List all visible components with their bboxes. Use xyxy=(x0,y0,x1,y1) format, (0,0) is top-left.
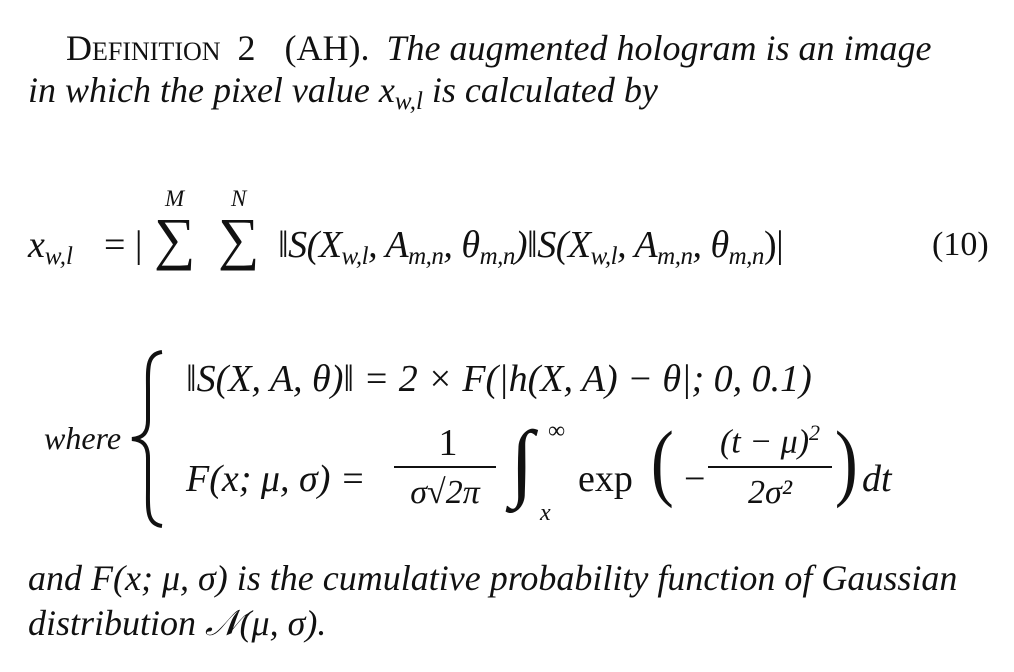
definition-text-line1: The augmented hologram is an image xyxy=(386,28,932,68)
closing-distribution-word: distribution xyxy=(28,603,197,643)
sum2-symbol: ∑ xyxy=(218,206,260,271)
eq10-end: )| xyxy=(763,224,784,266)
pixel-var xyxy=(378,70,423,115)
frac1-den: σ√2π xyxy=(410,474,480,511)
frac2-num-sup: 2 xyxy=(809,420,821,445)
eq10-mid3: )‖S(X xyxy=(514,224,591,266)
sum2-upper-limit: N xyxy=(231,186,247,211)
minus-sign: − xyxy=(684,458,706,500)
sum1-upper-limit: M xyxy=(165,186,185,211)
frac1-num: 1 xyxy=(438,422,458,464)
integral-symbol: ∫ xyxy=(510,413,534,509)
eq10-sub3: m,n xyxy=(479,243,515,270)
eq10-sub2: m,n xyxy=(408,243,444,270)
pixel-var-x: x xyxy=(378,70,395,110)
frac2-num xyxy=(706,422,834,459)
eq10-lhs-sub: w,l xyxy=(44,243,73,270)
eq10-mid5: , θ xyxy=(692,224,729,266)
definition-text-line2-pre: in which the pixel value xyxy=(28,70,370,110)
left-brace xyxy=(128,350,168,528)
closing-and: and xyxy=(28,558,82,598)
eq10-number: (10) xyxy=(932,226,989,263)
exp-function: exp xyxy=(578,458,633,500)
frac2-num-text: (t − μ) xyxy=(719,423,810,461)
pixel-var-sub: w,l xyxy=(394,88,423,115)
sum1-symbol: ∑ xyxy=(154,206,196,271)
eq10-lhs xyxy=(28,226,73,269)
where-label: where xyxy=(44,420,122,456)
eq10-sub4: w,l xyxy=(590,243,618,270)
definition-tag: (AH). xyxy=(284,28,370,68)
definition-line2 xyxy=(28,72,658,114)
eq10-mid2: , θ xyxy=(443,224,480,266)
eq10-equals: = | xyxy=(104,224,143,266)
eq10-sub1: w,l xyxy=(341,243,369,270)
closing-dist: 𝒩(μ, σ). xyxy=(205,603,327,643)
where-line2-lhs: F(x; μ, σ) = xyxy=(186,458,366,500)
brace-icon xyxy=(128,350,168,528)
closing-func: F(x; μ, σ) xyxy=(91,558,228,598)
definition-heading xyxy=(66,30,931,66)
definition-number: 2 xyxy=(237,28,256,68)
integral-upper: ∞ xyxy=(548,418,566,444)
eq10-mid1: , A xyxy=(368,224,409,266)
definition-label xyxy=(66,28,221,68)
eq10-mid4: , A xyxy=(617,224,658,266)
closing-line1-text: is the cumulative probability function of Gaussian xyxy=(236,558,958,598)
eq10-lhs-x: x xyxy=(28,224,45,266)
label-first-letter: D xyxy=(66,28,92,68)
integral-lower: x xyxy=(540,500,551,526)
closing-line2 xyxy=(28,605,326,641)
paren-open: ( xyxy=(650,413,674,509)
eq10-body-start: ‖S(X xyxy=(278,224,342,266)
frac2-rule xyxy=(708,466,832,468)
frac2-den: 2σ² xyxy=(748,474,792,511)
paren-close: ) xyxy=(834,413,858,509)
eq10-body xyxy=(278,226,783,269)
frac1-rule xyxy=(394,466,496,468)
where-line1: ‖S(X, A, θ)‖ = 2 × F(|h(X, A) − θ|; 0, 0.1) xyxy=(186,358,812,400)
eq10-sub6: m,n xyxy=(728,243,764,270)
definition-text-line2-post: is calculated by xyxy=(431,70,658,110)
eq10-sub5: m,n xyxy=(657,243,693,270)
dt: dt xyxy=(862,458,892,500)
closing-line1 xyxy=(28,560,957,596)
label-rest: EFINITION xyxy=(92,37,221,66)
